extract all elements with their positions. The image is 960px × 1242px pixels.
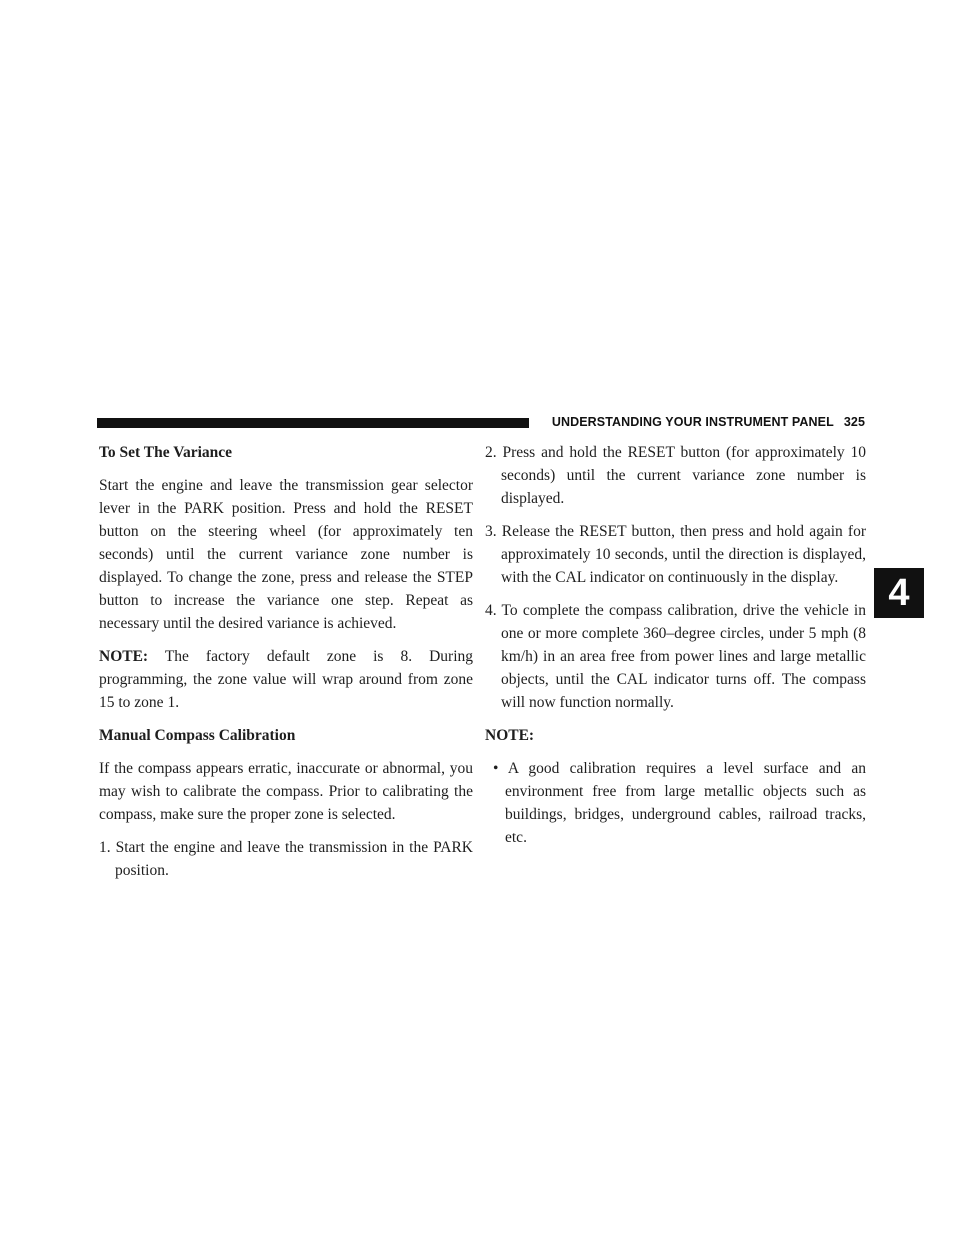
left-column bbox=[99, 441, 473, 892]
header-rule-bar bbox=[97, 418, 529, 428]
step-text: Release the RESET button, then press and hold again for approximately 10 seconds, until the direction is displayed, with the CAL indicator on continuously in the display. bbox=[496, 523, 866, 586]
step-3 bbox=[485, 520, 866, 589]
chapter-tab: 4 bbox=[874, 568, 924, 618]
heading-set-variance: To Set The Variance bbox=[99, 444, 233, 461]
right-column bbox=[485, 441, 866, 849]
step-number: 1. bbox=[99, 839, 111, 856]
note-default-zone bbox=[99, 645, 473, 714]
section-title: UNDERSTANDING YOUR INSTRUMENT PANEL bbox=[551, 415, 834, 429]
page-number: 325 bbox=[843, 415, 865, 429]
step-number: 4. bbox=[485, 602, 497, 619]
note-bullet-item bbox=[485, 757, 866, 849]
step-text: Press and hold the RESET button (for approximately 10 seconds) until the current variance zone number is displayed. bbox=[496, 444, 866, 507]
step-text: To complete the compass calibration, drive the vehicle in one or more complete 360–degree circles, under 5 mph (8 km/h) in an area free from power lines and large metallic objects, until the CAL indicator turns off. The compass will now function normally. bbox=[496, 602, 866, 711]
step-number: 2. bbox=[485, 444, 497, 461]
running-header bbox=[535, 415, 865, 429]
step-number: 3. bbox=[485, 523, 497, 540]
paragraph-manual-calibration: If the compass appears erratic, inaccurate or abnormal, you may wish to calibrate the compass. Prior to calibrating the compass, make sure the proper zone is selected. bbox=[99, 760, 473, 823]
heading-manual-calibration: Manual Compass Calibration bbox=[99, 727, 296, 744]
bullet-text: A good calibration requires a level surface and an environment free from large metallic objects such as buildings, bridges, underground cables, railroad tracks, etc. bbox=[498, 760, 866, 846]
note-text: The factory default zone is 8. During programming, the zone value will wrap around from zone 15 to zone 1. bbox=[99, 648, 473, 711]
note-label: NOTE: bbox=[99, 648, 149, 665]
bullet-icon: • bbox=[493, 760, 499, 777]
step-text: Start the engine and leave the transmission in the PARK position. bbox=[110, 839, 473, 879]
step-4 bbox=[485, 599, 866, 714]
paragraph-set-variance: Start the engine and leave the transmission gear selector lever in the PARK position. Press and hold the RESET button on the steering wheel (for approximately ten seconds) until the current variance zone number is displayed. To change the zone, press and release the STEP button to increase the variance one step. Repeat as necessary until the desired variance is achieved. bbox=[99, 477, 473, 632]
step-1 bbox=[99, 836, 473, 882]
note-heading: NOTE: bbox=[485, 727, 535, 744]
step-2 bbox=[485, 441, 866, 510]
